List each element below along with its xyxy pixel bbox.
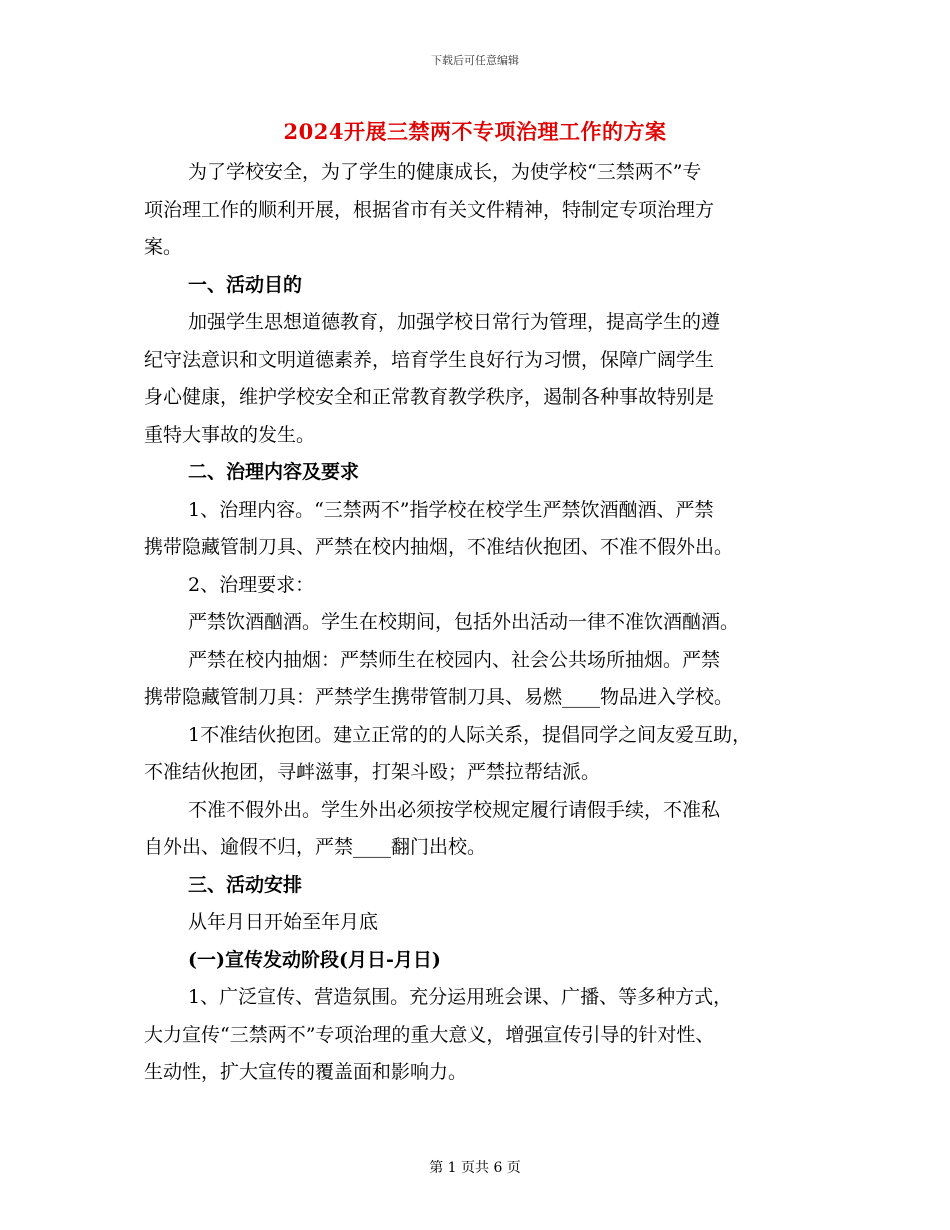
body-line: 案。: [144, 236, 183, 258]
body-line: 从年月日开始至年月底: [188, 911, 379, 933]
body-line: 携带隐藏管制刀具、严禁在校内抽烟，不准结伙抱团、不准不假外出。: [144, 536, 734, 558]
body-line: 生动性，扩大宣传的覆盖面和影响力。: [144, 1061, 468, 1083]
page-header: 下载后可任意编辑: [431, 54, 519, 67]
document-body: [144, 154, 810, 1092]
body-line: 纪守法意识和文明道德素养，培育学生良好行为习惯，保障广阔学生: [144, 348, 715, 371]
section-heading: 一、活动目的: [188, 273, 303, 296]
body-line: 加强学生思想道德教育，加强学校日常行为管理，提高学生的遵: [188, 311, 721, 333]
document-title: 2024开展三禁两不专项治理工作的方案: [283, 119, 667, 144]
body-line: 1不准结伙抱团。建立正常的的人际关系，提倡同学之间友爱互助，: [188, 723, 752, 746]
section-heading: 三、活动安排: [188, 873, 303, 896]
page-footer: 第 1 页共 6 页: [429, 1160, 521, 1176]
body-line: 携带隐藏管制刀具：严禁学生携带管制刀具、易燃____物品进入学校。: [144, 686, 734, 708]
body-line: 严禁饮酒酗酒。学生在校期间，包括外出活动一律不准饮酒酗酒。: [188, 611, 740, 633]
body-line: 1、治理内容。“三禁两不”指学校在校学生严禁饮酒酗酒、严禁: [188, 498, 714, 521]
body-line: 项治理工作的顺利开展，根据省市有关文件精神，特制定专项治理方: [144, 198, 715, 221]
section-heading: (一)宣传发动阶段(月日-月日): [188, 948, 441, 971]
body-line: 为了学校安全，为了学生的健康成长，为使学校“三禁两不”专: [188, 161, 702, 183]
body-line: 2、治理要求：: [188, 573, 315, 596]
body-line: 不准结伙抱团，寻衅滋事，打架斗殴；严禁拉帮结派。: [144, 761, 601, 783]
body-line: 大力宣传“三禁两不”专项治理的重大意义，增强宣传引导的针对性、: [144, 1023, 715, 1046]
body-line: 自外出、逾假不归，严禁____翻门出校。: [144, 836, 487, 858]
body-line: 严禁在校内抽烟：严禁师生在校园内、社会公共场所抽烟。严禁: [188, 648, 721, 671]
body-line: 重特大事故的发生。: [144, 423, 316, 446]
section-heading: 二、治理内容及要求: [188, 461, 360, 483]
body-line: 身心健康，维护学校安全和正常教育教学秩序，遏制各种事故特别是: [144, 386, 715, 408]
body-line: 不准不假外出。学生外出必须按学校规定履行请假手续，不准私: [188, 798, 721, 821]
body-line: 1、广泛宣传、营造氛围。充分运用班会课、广播、等多种方式，: [188, 986, 733, 1008]
